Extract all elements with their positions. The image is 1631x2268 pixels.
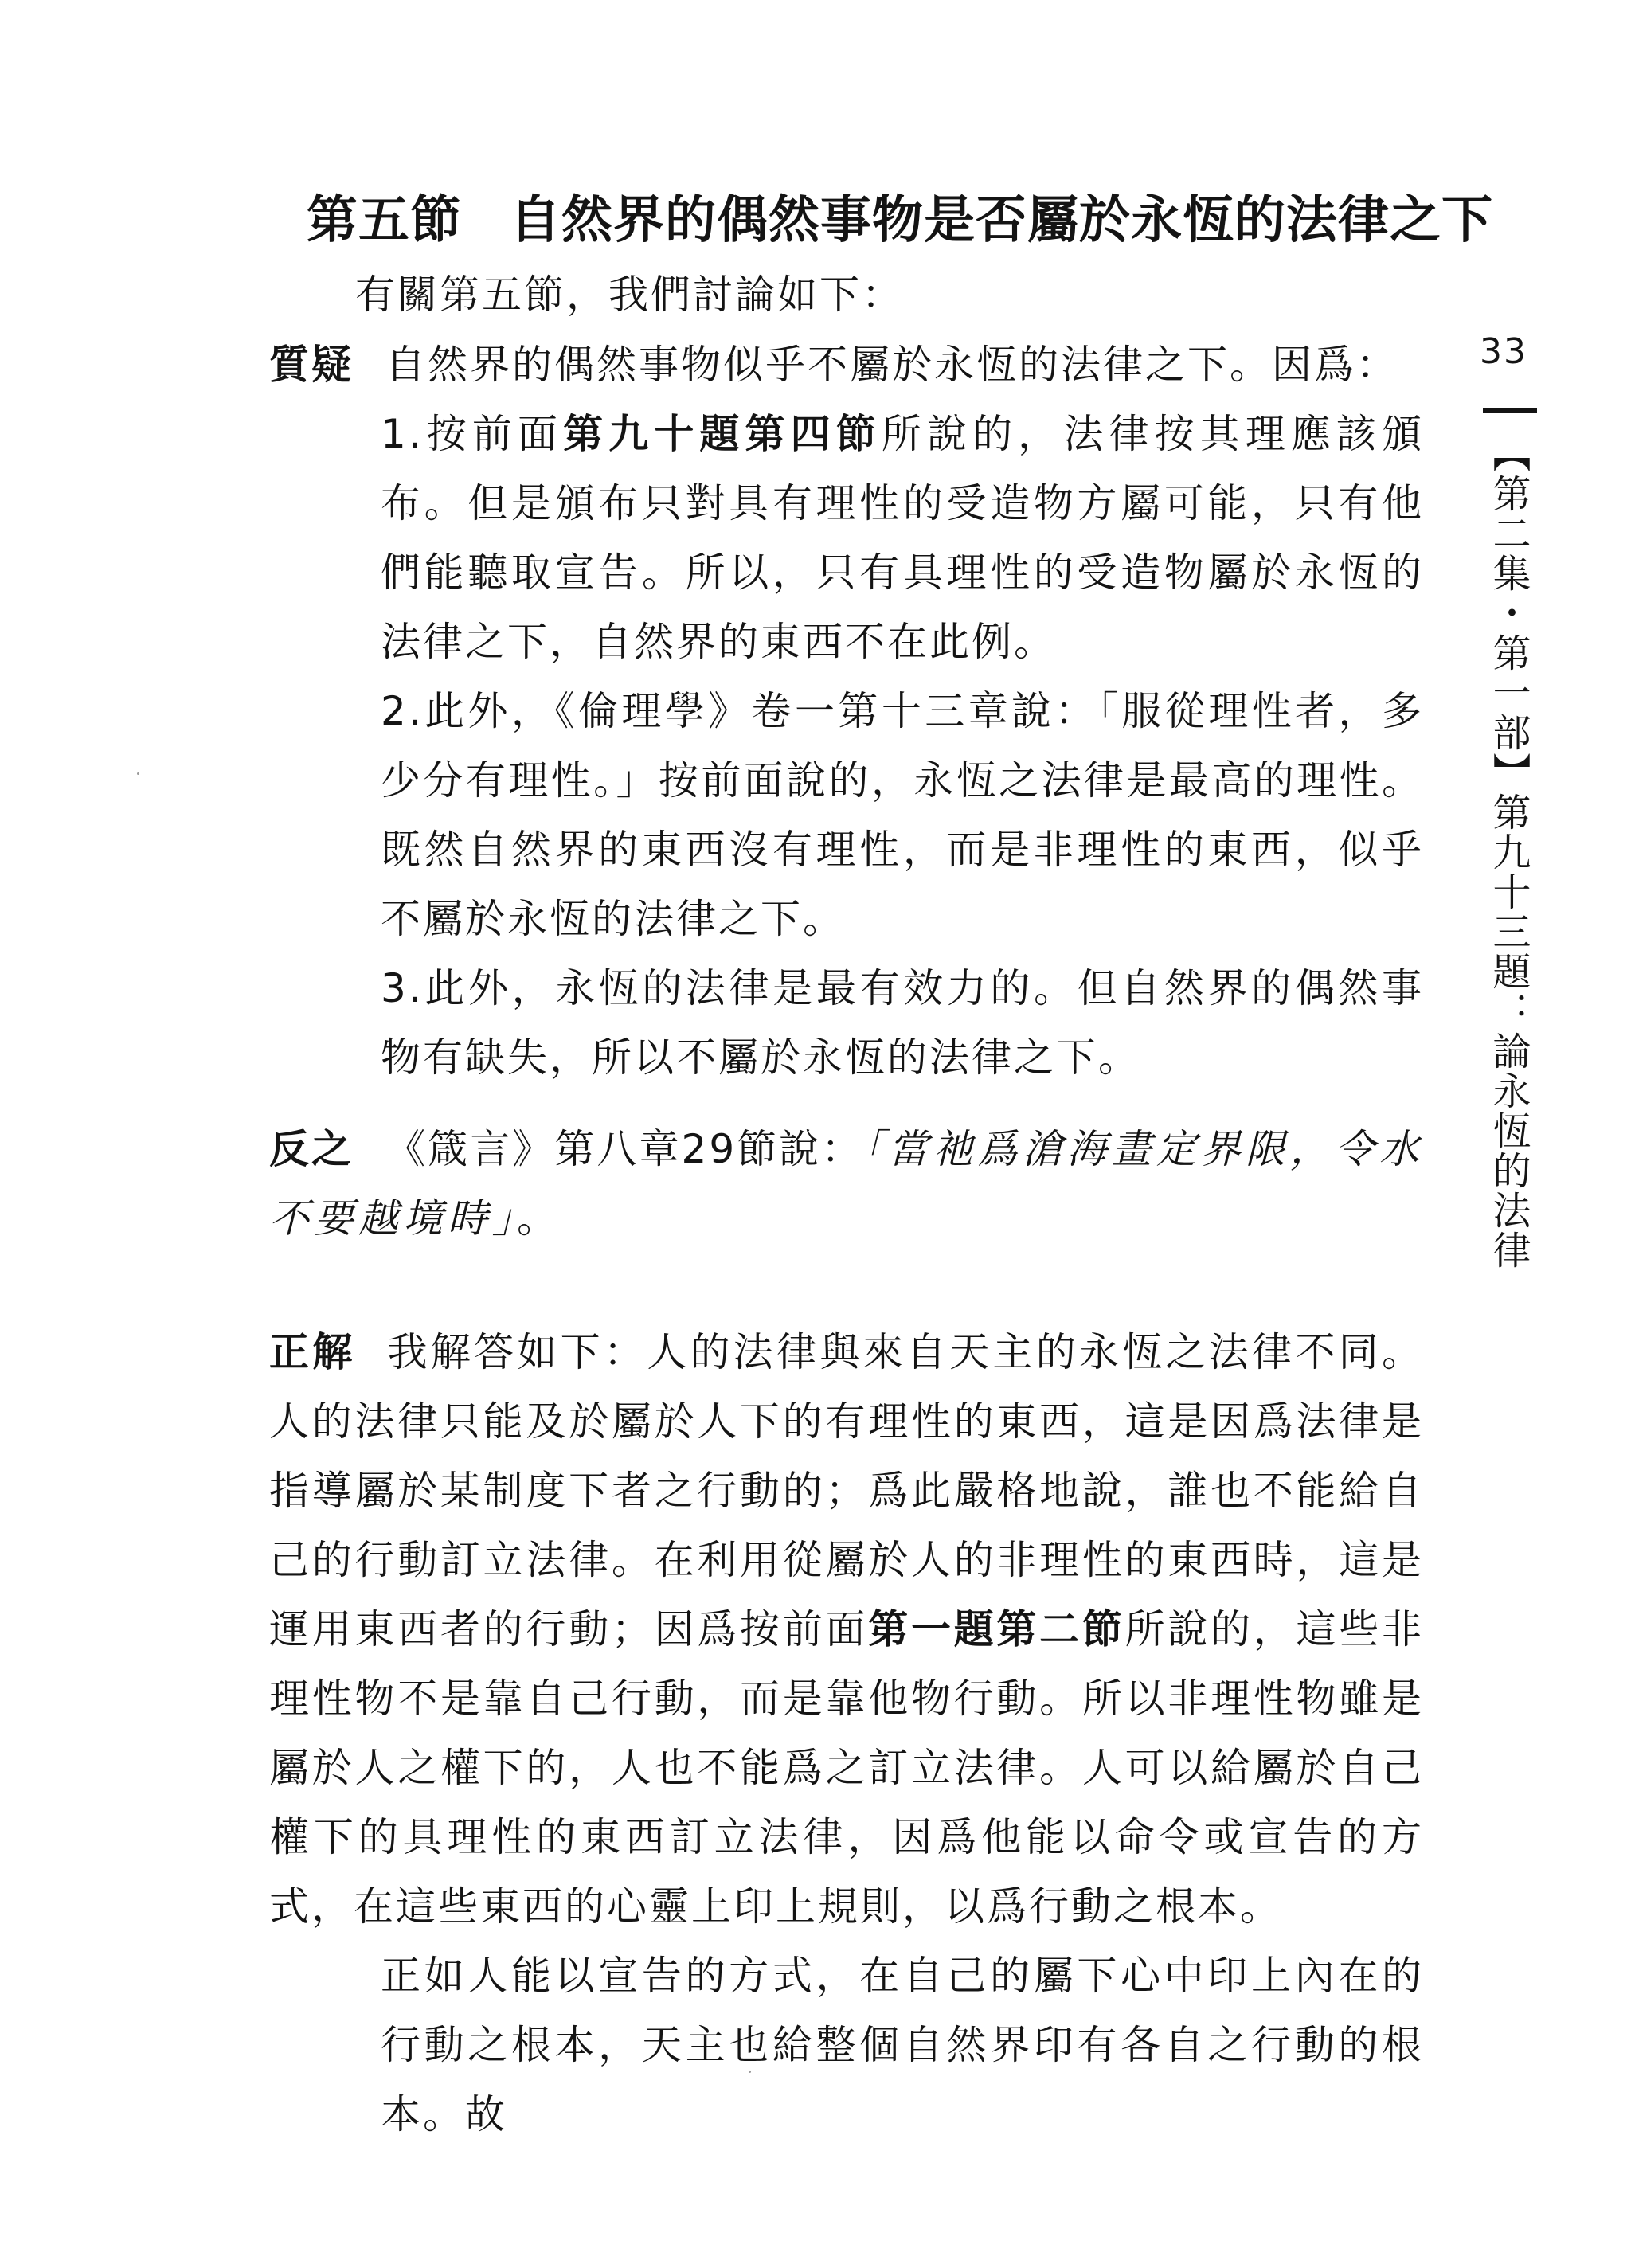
scan-speck xyxy=(749,2071,751,2073)
sed-contra-quote: 「當祂爲滄海畫定界限，令水不要越境時」 xyxy=(269,1126,1425,1242)
running-head: 【第二集・第一部】第九十三題：論永恆的法律 xyxy=(1486,434,1531,1270)
answer-block xyxy=(269,1318,1424,2149)
sed-contra-block xyxy=(269,1115,1424,1253)
objection-1-post: 所說的，法律按其理應該頒布。但是頒布只對具有理性的受造物方屬可能，只有他們能聽取宣告。所以，只有具理性的受造物屬於永恆的法律之下，自然界的東西不在此例。 xyxy=(381,411,1424,665)
page-number: 33 xyxy=(1480,331,1527,372)
objection-2: 2.此外，《倫理學》卷一第十三章說：「服從理性者，多少分有理性。」按前面說的，永恆之法律是最高的理性。既然自然界的東西沒有理性，而是非理性的東西，似乎不屬於永恆的法律之下。 xyxy=(381,688,1424,942)
sed-contra-source: 《箴言》第八章29節說： xyxy=(385,1126,864,1172)
sidebar-rule xyxy=(1483,408,1537,413)
section-number: 第五節 xyxy=(307,190,462,250)
objections-lead: 自然界的偶然事物似乎不屬於永恆的法律之下。因爲： xyxy=(385,342,1398,388)
answer-paragraph-2: 正如人能以宣告的方式，在自己的屬下心中印上內在的行動之根本，天主也給整個自然界印有各自之行動的根本。故 xyxy=(381,1953,1424,2137)
answer-label: 正解 xyxy=(269,1329,356,1375)
section-title xyxy=(307,185,1493,256)
objections-block xyxy=(269,330,1424,1093)
sed-contra-paragraph xyxy=(269,1115,1424,1253)
answer-paragraph-1 xyxy=(269,1318,1424,1941)
answer-reference: 第一題第二節 xyxy=(868,1606,1125,1652)
sed-contra-end: 。 xyxy=(517,1195,559,1242)
answer-p1-pre: 我解答如下：人的法律與來自天主的永恆之法律不同。人的法律只能及於屬於人下的有理性的東西，這是因爲法律是指導屬於某制度下者之行動的；爲此嚴格地說，誰也不能給自己的行動訂立法律。在利用從屬於人的非理性的東西時，這是運用東西者的行動；因爲按前面 xyxy=(269,1329,1425,1652)
sed-contra-label: 反之 xyxy=(269,1126,354,1172)
intro-line: 有關第五節，我們討論如下： xyxy=(355,272,904,318)
objections-label: 質疑 xyxy=(269,342,354,388)
answer-p1-post: 所說的，這些非理性物不是靠自己行動，而是靠他物行動。所以非理性物雖是屬於人之權下的，人也不能爲之訂立法律。人可以給屬於自己權下的具理性的東西訂立法律，因爲他能以命令或宣告的方式，在這些東西的心靈上印上規則，以爲行動之根本。 xyxy=(269,1606,1425,1930)
objection-3: 3.此外，永恆的法律是最有效力的。但自然界的偶然事物有缺失，所以不屬於永恆的法律之下。 xyxy=(381,965,1424,1081)
scan-speck xyxy=(137,772,139,775)
objection-1-pre: 1.按前面 xyxy=(381,411,564,457)
objections-lead-paragraph xyxy=(269,330,1424,400)
objection-1 xyxy=(269,400,1424,677)
section-heading: 自然界的偶然事物是否屬於永恆的法律之下 xyxy=(510,190,1493,250)
objection-1-reference: 第九十題第四節 xyxy=(563,411,882,457)
